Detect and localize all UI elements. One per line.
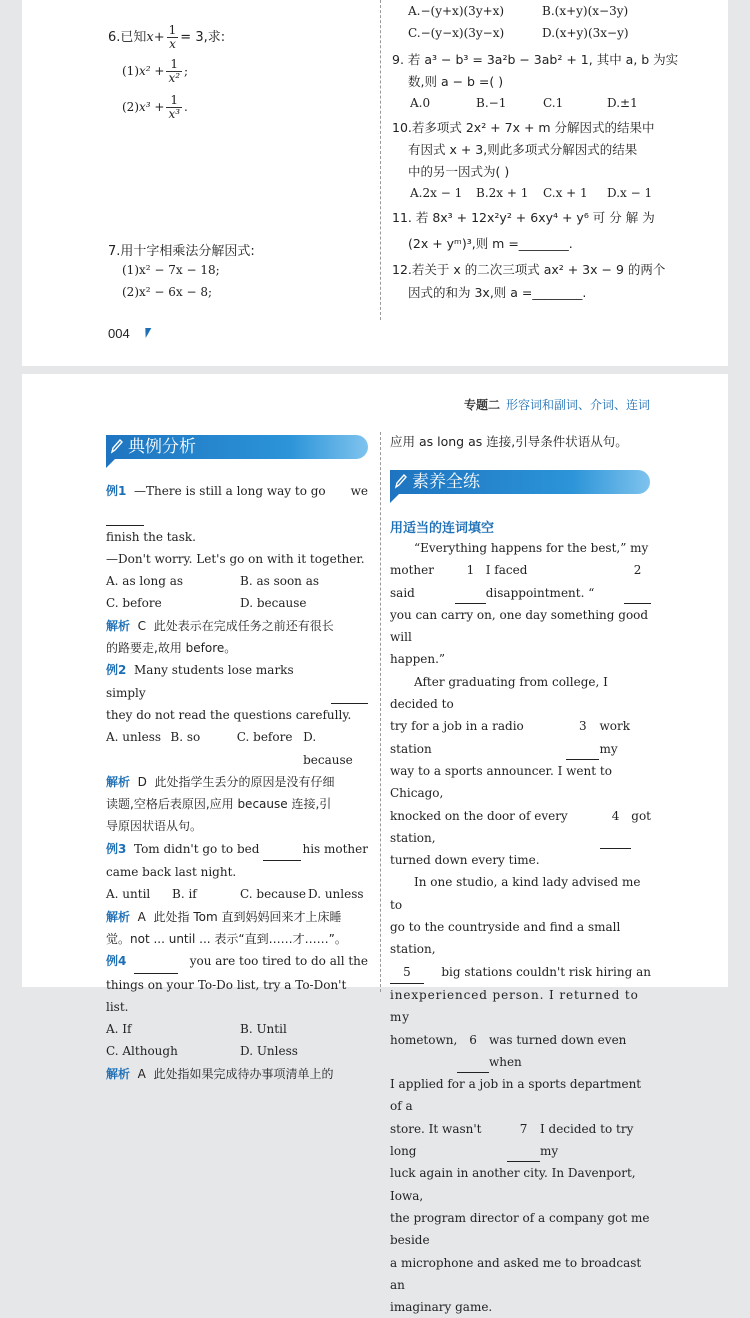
passage-line: 5 big stations couldn't risk hiring an [390, 961, 651, 984]
answer-blank [331, 659, 368, 704]
passage-line: try for a job in a radio station 3 work my [390, 715, 651, 760]
question-9-line-1: 9. 若 a³ − b³ = 3a²b − 3ab² + 1, 其中 a, b 为实 [392, 52, 679, 67]
example-1-line-2: finish the task. [106, 529, 196, 544]
question-9-option-b: B.−1 [476, 96, 507, 110]
example-4-options-ab: A. If B. Until [106, 1022, 287, 1037]
blank-1[interactable]: 1 [455, 559, 486, 604]
answer-blank [106, 502, 144, 525]
answer-2-line-2: 读题,空格后表原因,应用 because 连接,引 [106, 797, 332, 812]
answer-blank [263, 838, 301, 861]
passage-line: way to a sports announcer. I went to Chicago, [390, 763, 612, 801]
passage-line: you can carry on, one day something good will [390, 607, 649, 645]
page-number: 004 [108, 326, 130, 341]
column-divider [380, 0, 381, 320]
question-10-line-1: 10.若多项式 2x² + 7x + m 分解因式的结果中 [392, 120, 655, 135]
question-12-line-1: 12.若关于 x 的二次三项式 ax² + 3x − 9 的两个 [392, 262, 666, 277]
section-title: 用适当的连词填空 [390, 521, 495, 536]
answer-3-line-1: 解析 A 此处指 Tom 直到妈妈回来才上床睡 [106, 909, 342, 924]
example-2-line-2: they do not read the questions carefully. [106, 707, 352, 722]
page-marker-triangle [143, 328, 152, 338]
banner-examples: 典例分析 [106, 435, 368, 459]
passage-line: In one studio, a kind lady advised me to [390, 875, 641, 912]
blank-4[interactable]: 4 [600, 805, 631, 850]
passage-line: luck again in another city. In Davenport, Iowa, [390, 1166, 636, 1203]
question-9-line-2: 数,则 a − b =( ) [408, 74, 504, 89]
example-4-line-2: things on your To-Do list, try a To-Don't list. [106, 977, 347, 1014]
passage-line: a microphone and asked me to broadcast an [390, 1255, 642, 1292]
passage-line: turned down every time. [390, 853, 540, 868]
question-8-option-a: A.−(y+x)(3y+x) [408, 4, 505, 18]
example-4-options-cd: C. Although D. Unless [106, 1044, 298, 1059]
passage-line: go to the countryside and find a small station, [390, 920, 621, 957]
running-header: 专题二 形容词和副词、介词、连词 [463, 398, 650, 412]
question-7-stem: 7.用十字相乘法分解因式: [108, 244, 255, 259]
answer-4-line-1: 解析 A 此处指如果完成待办事项清单上的 [106, 1066, 334, 1081]
answer-1-line-1: 解析 C 此处表示在完成任务之前还有很长 [106, 618, 334, 633]
question-8-option-d: D.(x+y)(3x−y) [542, 26, 629, 40]
question-6-part-1: (1)x² + $\frac{1}{\text{x²}}$ ; [122, 57, 189, 85]
question-10-option-d: D.x − 1 [607, 186, 653, 200]
cloze-passage [390, 537, 651, 1318]
question-11-line-1: 11. 若 8x³ + 12x²y² + 6xy⁴ + y⁶ 可 分 解 为 [392, 210, 655, 225]
question-7-part-2: (2)x² − 6x − 8; [122, 285, 213, 299]
pencil-icon [110, 438, 124, 454]
banner-tail [106, 459, 115, 468]
passage-line: hometown, 6 was turned down even when [390, 1029, 651, 1074]
answer-3-line-2: 觉。not ... until ... 表示“直到……才……”。 [106, 931, 347, 946]
fraction: $\frac{1}{x}$ [168, 23, 177, 51]
banner-tail [390, 494, 399, 503]
question-11-line-2: (2x + yᵐ)³,则 m =________. [408, 236, 573, 251]
example-4-line-1: 例4 you are too tired to do all the [106, 950, 368, 973]
carryover-answer-line: 应用 as long as 连接,引导条件状语从句。 [390, 434, 628, 449]
answer-2-line-1: 解析 D 此处指学生丢分的原因是没有仔细 [106, 774, 335, 789]
passage-line: “Everything happens for the best,” my [414, 541, 649, 555]
passage-line: imaginary game. [390, 1300, 493, 1315]
example-3-options: A. until B. if C. because D. unless [106, 887, 364, 902]
passage-line: knocked on the door of every station, 4 got [390, 805, 651, 850]
question-10-line-3: 中的另一因式为( ) [408, 164, 510, 179]
blank-3[interactable]: 3 [566, 715, 599, 760]
example-3-line-1: 例3 Tom didn't go to bed his mother [106, 838, 368, 861]
question-10-option-c: C.x + 1 [543, 186, 588, 200]
examples-column [106, 480, 368, 1085]
question-12-line-2: 因式的和为 3x,则 a =________. [408, 285, 587, 300]
bottom-page [22, 374, 728, 1315]
example-1-line-3: —Don't worry. Let's go on with it together. [106, 551, 365, 566]
question-10-option-a: A.2x − 1 [410, 186, 463, 200]
question-9-option-a: A.0 [410, 96, 431, 110]
pencil-icon [394, 473, 408, 489]
question-10-option-b: B.2x + 1 [476, 186, 529, 200]
example-2-options: A. unless B. so C. before D. because [106, 730, 353, 767]
passage-line: I applied for a job in a sports department of a [390, 1077, 642, 1114]
question-6-part-2: (2)x³ + $\frac{1}{\text{x³}}$ . [122, 93, 188, 121]
example-1-options-cd: C. before D. because [106, 596, 307, 611]
passage-line: the program director of a company got me beside [390, 1210, 650, 1248]
top-page [22, 0, 728, 366]
column-divider [380, 432, 381, 992]
question-9-option-d: D.±1 [607, 96, 638, 110]
question-8-option-c: C.−(y−x)(3y−x) [408, 26, 505, 40]
passage-line: happen.” [390, 652, 446, 667]
passage-line: After graduating from college, I decided to [390, 674, 608, 712]
blank-5[interactable]: 5 [390, 961, 424, 984]
example-1-options-ab: A. as long as B. as soon as [106, 574, 320, 589]
question-7-part-1: (1)x² − 7x − 18; [122, 263, 220, 277]
example-1-line-1: 例1 —There is still a long way to go we [106, 480, 368, 526]
passage-line: store. It wasn't long 7 I decided to try my [390, 1118, 651, 1163]
question-9-option-c: C.1 [543, 96, 564, 110]
blank-7[interactable]: 7 [507, 1118, 540, 1163]
answer-2-line-3: 导原因状语从句。 [106, 819, 203, 834]
answer-blank [134, 950, 178, 973]
passage-line: mother said 1 I faced disappointment. “ 2 [390, 559, 651, 604]
passage-line: inexperienced person. I returned to my [390, 987, 639, 1025]
answer-1-line-2: 的路要走,故用 before。 [106, 641, 237, 656]
example-2-line-1: 例2 Many students lose marks simply [106, 659, 368, 704]
question-6-stem: 6.已知x+ $\frac{1}{x}$ = 3,求: [108, 23, 226, 51]
question-10-line-2: 有因式 x + 3,则此多项式分解因式的结果 [408, 142, 638, 157]
blank-6[interactable]: 6 [457, 1029, 489, 1074]
example-3-line-2: came back last night. [106, 865, 237, 880]
fraction: $\frac{1}{\text{x²}}$ [168, 57, 181, 85]
banner-practice: 素养全练 [390, 470, 650, 494]
blank-2[interactable]: 2 [624, 559, 651, 604]
fraction: $\frac{1}{\text{x³}}$ [168, 93, 181, 121]
question-8-option-b: B.(x+y)(x−3y) [542, 4, 629, 18]
